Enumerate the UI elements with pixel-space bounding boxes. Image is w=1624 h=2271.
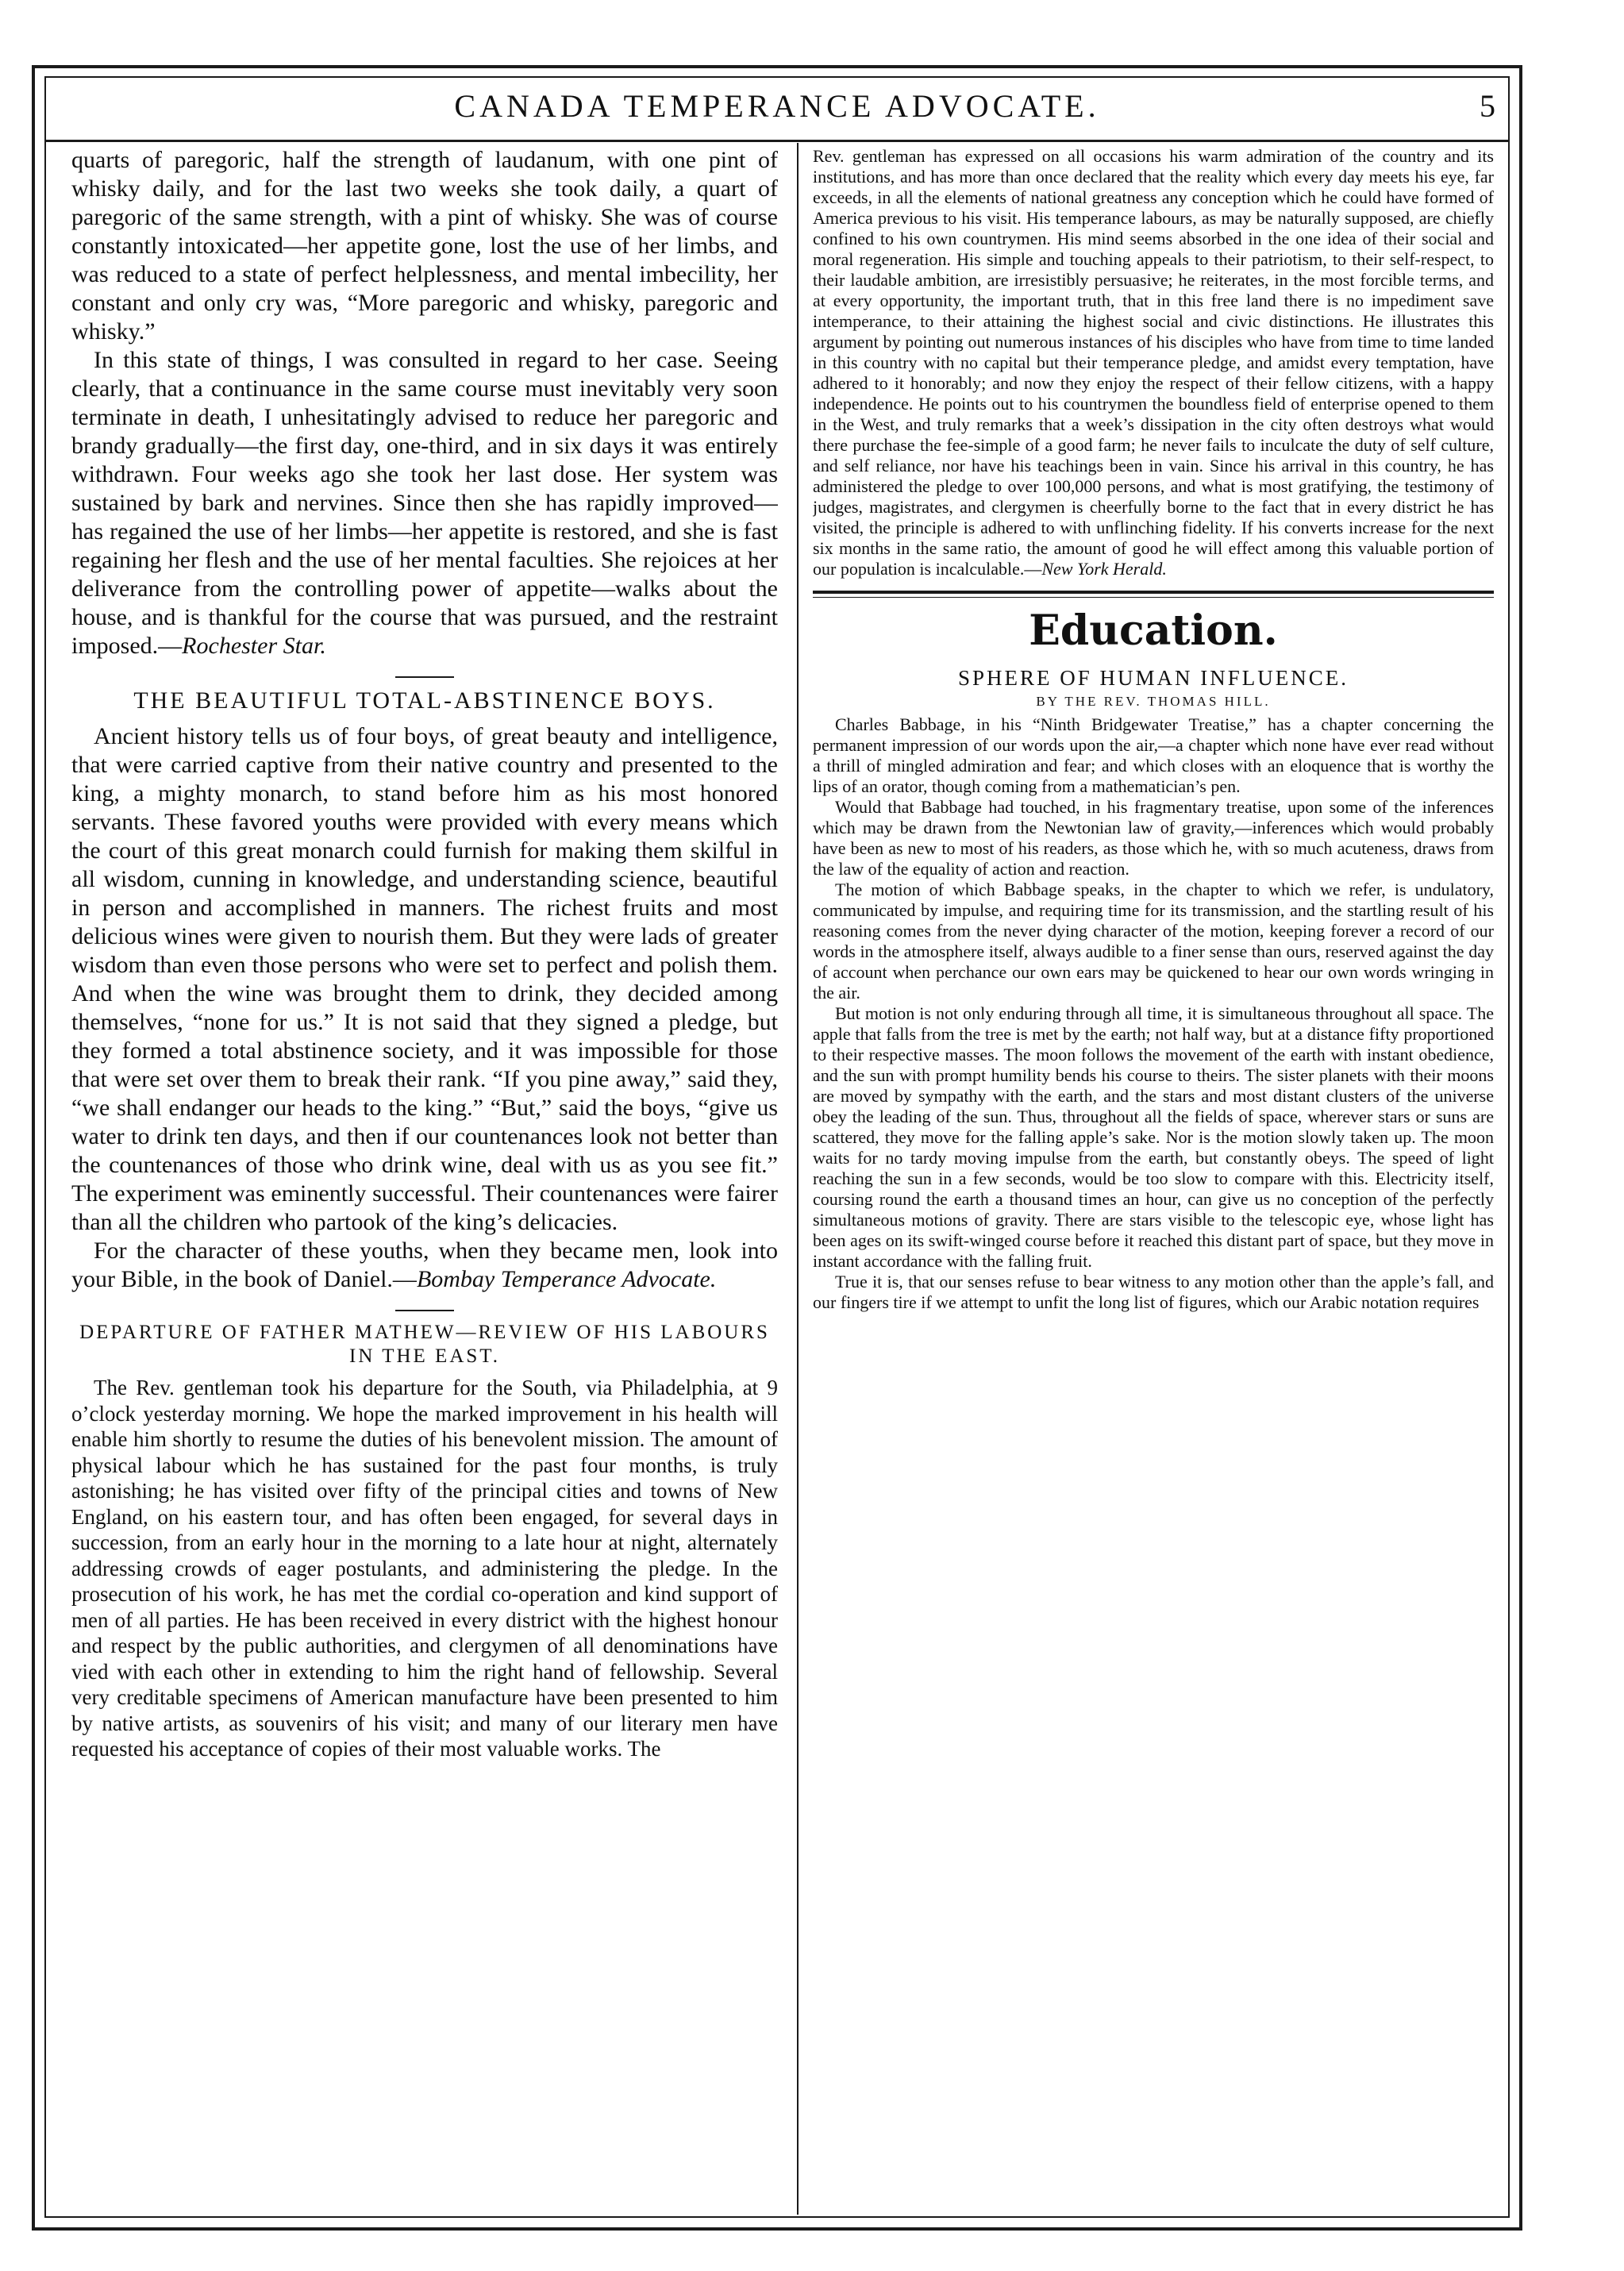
- article-paragraph: Ancient history tells us of four boys, of great beauty and intelligence, that were carried captive from their native country and presented to the king, a mighty monarch, to stand before him as his most honored servants. These favored youths were provided with every means which the court of this great monarch could furnish for making them skilful in all wisdom, cunning in knowledge, and understanding science, beautiful in person and accomplished in manners. The richest fruits and most delicious wines were given to nourish them. But they were lads of greater wisdom than even those persons who were set to perfect and polish them. And when the wine was brought them to drink, they decided among themselves, “none for us.” It is not said that they signed a pledge, but they formed a total abstinence society, and it was impossible for those that were set over them to break their rank. “If you pine away,” said they, “we shall endanger our heads to the king.” “But,” said the boys, “give us water to drink ten days, and then if our countenances look not better than the countenances of those who drink wine, deal with us as you see fit.” The experiment was eminently successful. Their countenances were fairer than all the children who partook of the king’s delicacies.: [71, 723, 778, 1235]
- article-continuation: Rev. gentleman has expressed on all occasions his warm admiration of the country and its institutions, and has more than once declared that the reality which every day meets his eye, far exceeds, in all the elements of national greatness any conception which he could have formed of America previous to his visit. His temperance labours, as may be naturally supposed, are chiefly confined to his own countrymen. His mind seems absorbed in the one idea of their social and moral regeneration. His simple and touching appeals to their patriotism, to their self-respect, to their laudable ambition, are irresistibly persuasive; he reiterates, in the most forcible terms, and at every opportunity, the important truth, that in this free land there is no impediment save intemperance, to their attaining the highest social and civic distinctions. He illustrates this argument by pointing out numerous instances of his disciples who have from time to time landed in this country with no capital but their temperance pledge, and amidst every temptation, have adhered to it honorably; and now they enjoy the respect of their fellow citizens, with a happy independence. He points out to his countrymen the boundless field of enterprise opened to them in the West, and truly remarks that a week’s dissipation in the city often destroys what would there purchase the fee-simple of a good farm; he never fails to inculcate the duty of self culture, and self reliance, nor have his teachings been in vain. Since his arrival in this country, he has administered the pledge to over 100,000 persons, and what is most gratifying, the testimony of judges, magistrates, and clergymen is cheerfully borne to the fact that in every district he has visited, the principle is adhered to with unflinching fidelity. If his converts increase for the next six months in the same ratio, the amount of good he will effect among this valuable portion of our population is incalculable.—New York Herald.: [813, 146, 1494, 579]
- masthead-title: CANADA TEMPERANCE ADVOCATE.: [454, 88, 1100, 124]
- article-heading: SPHERE OF HUMAN INFLUENCE.: [957, 666, 1349, 690]
- article-paragraph: But motion is not only enduring through all time, it is simultaneous throughout all space. The apple that falls from the tree is met by the earth; not half way, but at a distance fifty proportioned to their respective masses. The moon follows the movement of the earth with instant obedience, and the sun with prompt humility bends his course to theirs. The sister planets with their moons are moved by sympathy with the earth, and the stars and most distant clusters of the universe obey the leading of the sun. Thus, throughout all the fields of space, wherever stars or suns are scattered, they move for the falling apple’s sake. Nor is the motion slowly taken up. The moon waits for no tardy moving impulse from the earth, but constantly obeys. The speed of light reaching the sun in a few seconds, would be too slow to compare with this. Electricity itself, coursing round the earth a thousand times an hour, can give us no conception of the perfectly simultaneous motions of gravity. There are stars visible to the telescopic eye, whose light has been ages on its swift-winged course before it reached this distant part of space, but they move in instant accordance with the falling fruit.: [813, 1003, 1494, 1271]
- intro-paragraph: quarts of paregoric, half the strength of laudanum, with one pint of whisky daily, and for the last two weeks she took daily, a quart of paregoric of the same strength, with a pint of whisky. She was of course constantly intoxicated—her appetite gone, lost the use of her limbs, and was reduced to a state of perfect helplessness, and mental imbecility, her constant and only cry was, “More paregoric and whisky, paregoric and whisky.”: [71, 147, 778, 344]
- article-paragraph: The Rev. gentleman took his departure for the South, via Philadelphia, at 9 o’clock yesterday morning. We hope the marked improvement in his health will enable him shortly to resume the duties of his benevolent mission. The amount of physical labour which he has sustained for the past four months, is truly astonishing; he has visited over fifty of the principal cities and towns of New England, on his eastern tour, and has often been engaged, for several days in succession, from an early hour in the morning to a late hour at night, alternately addressing crowds of eager postulants, and administering the pledge. In the prosecution of his work, he has met the cordial co-operation and kind support of men of all parties. He has been received in every district with the highest honour and respect by the public authorities, and clergymen of all denominations have vied with each other in extending to him the right hand of fellowship. Several very creditable specimens of American manufacture have been presented to him by native artists, as souvenirs of his visit; and many of our literary men have requested his acceptance of copies of their most valuable works. The: [71, 1376, 778, 1761]
- intro-paragraph: In this state of things, I was consulted in regard to her case. Seeing clearly, that a continuance in the same course must inevitably very soon terminate in death, I unhesitatingly advised to reduce her paregoric and brandy gradually—the first day, one-third, and in six days it was entirely withdrawn. Four weeks ago she took her last dose. Her system was sustained by bark and nervines. Since then she has rapidly improved—has regained the use of her limbs—her appetite is restored, and she is fast regaining her flesh and the use of her mental faculties. She rejoices at her deliverance from the controlling power of appetite—walks about the house, and is thankful for the course that was pursued, and the restraint imposed.—Rochester Star.: [71, 347, 778, 659]
- article-paragraph: For the character of these youths, when they became men, look into your Bible, in the book of Daniel.—Bombay Temperance Advocate.: [71, 1238, 778, 1292]
- left-column: [71, 146, 778, 2210]
- article-divider: [395, 676, 454, 678]
- section-rule: [813, 591, 1494, 598]
- page-number: 5: [1480, 88, 1495, 124]
- article-paragraph: The motion of which Babbage speaks, in the chapter to which we refer, is undulatory, communicated by impulse, and requiring time for its transmission, and the startling result of his reasoning comes from the never dying character of the motion, keeping forever a record of our words in the atmosphere itself, always audible to a finer sense than ours, reserved against the day of account when perchance our own ears may be quickened to hear our own words wringing in the air.: [813, 880, 1494, 1003]
- article-paragraph: Charles Babbage, in his “Ninth Bridgewater Treatise,” has a chapter concerning the permanent impression of our words upon the air,—a chapter which none have ever read without a thrill of mingled admiration and fear; and which closes with an eloquence that is worthy the lips of an orator, though coming from a mathematician’s pen.: [813, 714, 1494, 796]
- article-source: Bombay Temperance Advocate.: [416, 1266, 717, 1292]
- section-title: Education.: [1029, 606, 1278, 655]
- article-heading: THE BEAUTIFUL TOTAL-ABSTINENCE BOYS.: [133, 687, 716, 714]
- column-divider: [797, 143, 799, 2215]
- right-column: [813, 146, 1494, 2210]
- article-source: New York Herald.: [1041, 559, 1167, 579]
- article-source: Rochester Star.: [182, 633, 326, 659]
- header-rule: [44, 140, 1510, 142]
- article-byline: BY THE REV. THOMAS HILL.: [1036, 694, 1271, 709]
- article-heading: DEPARTURE OF FATHER MATHEW—REVIEW OF HIS LABOURS IN THE EAST.: [79, 1322, 770, 1367]
- article-divider: [395, 1310, 454, 1311]
- article-paragraph: True it is, that our senses refuse to bear witness to any motion other than the apple’s fall, and our fingers tire if we attempt to unfit the long list of figures, which our Arabic notation requires: [813, 1272, 1494, 1312]
- article-paragraph: Would that Babbage had touched, in his fragmentary treatise, upon some of the inferences which may be drawn from the Newtonian law of gravity,—inferences which would probably have been as new to most of his readers, as those which he, with so much acuteness, draws from the law of the equality of action and reaction.: [813, 797, 1494, 879]
- page-header: [44, 79, 1510, 138]
